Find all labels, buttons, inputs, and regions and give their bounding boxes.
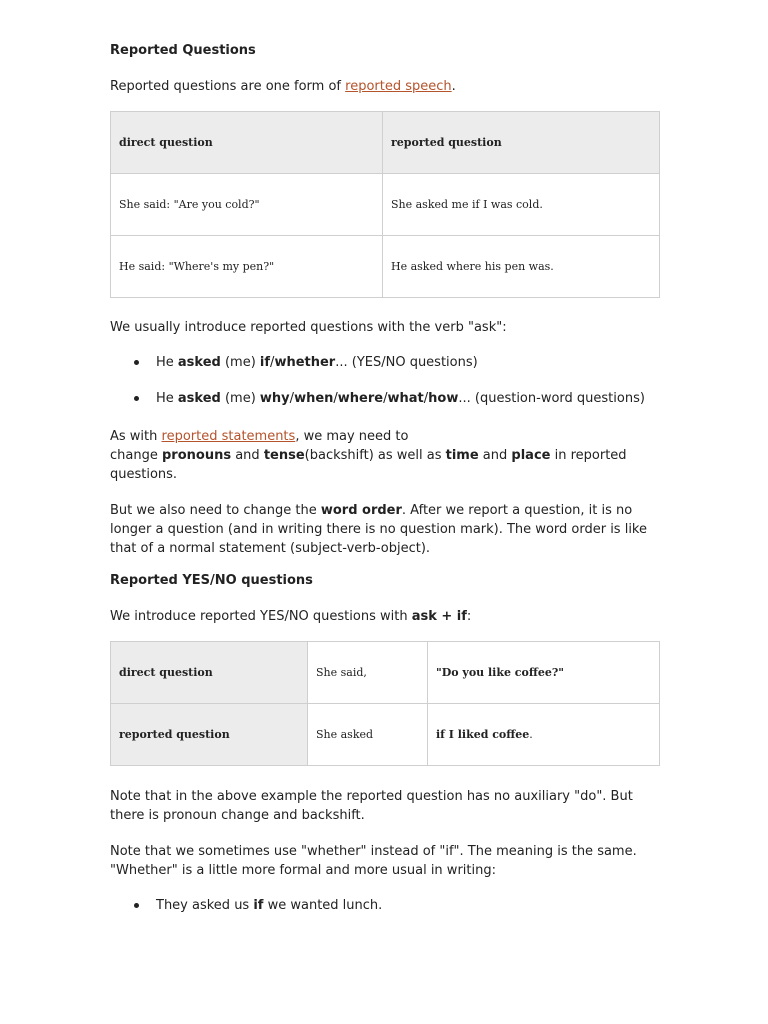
table-cell: if I liked coffee. bbox=[428, 704, 660, 766]
note-auxiliary-paragraph: Note that in the above example the reported question has no auxiliary "do". But there is pronoun change and backshift. bbox=[110, 789, 633, 823]
table-header-cell: direct question bbox=[111, 642, 308, 704]
intro-end: . bbox=[451, 79, 456, 94]
reported-speech-link[interactable]: reported speech bbox=[345, 79, 452, 94]
list-item: They asked us if we wanted lunch. bbox=[110, 896, 670, 915]
table-cell: She asked bbox=[308, 704, 428, 766]
word-order-paragraph: But we also need to change the word order. After we report a question, it is no longer a question (and in writing there is no question mark). The word order is like that of a normal statement (subject-verb-object). bbox=[110, 503, 647, 556]
note-whether-paragraph: Note that we sometimes use "whether" instead of "if". The meaning is the same. "Whether" is a little more formal and more usual in writing: bbox=[110, 844, 637, 878]
yesno-table bbox=[110, 641, 660, 766]
table-cell: She asked me if I was cold. bbox=[383, 174, 660, 236]
table-row bbox=[111, 236, 660, 298]
examples-table bbox=[110, 111, 660, 298]
yesno-intro-paragraph: We introduce reported YES/NO questions with ask + if: bbox=[110, 609, 472, 624]
ask-intro-paragraph: We usually introduce reported questions with the verb "ask": bbox=[110, 320, 507, 335]
as-with-paragraph: As with reported statements, we may need to change pronouns and tense(backshift) as well as time and place in reported questions. bbox=[110, 429, 627, 482]
table-row bbox=[111, 174, 660, 236]
table-row bbox=[111, 704, 660, 766]
intro-paragraph bbox=[110, 77, 670, 96]
reported-statements-link[interactable]: reported statements bbox=[161, 429, 296, 444]
list-item: He asked (me) if/whether... (YES/NO questions) bbox=[110, 353, 670, 372]
ask-bullet-list bbox=[110, 353, 670, 408]
table-cell: She said, bbox=[308, 642, 428, 704]
section-heading: Reported YES/NO questions bbox=[110, 573, 313, 588]
table-row bbox=[111, 642, 660, 704]
table-cell: She said: "Are you cold?" bbox=[111, 174, 383, 236]
table-header-cell: reported question bbox=[383, 112, 660, 174]
page-title: Reported Questions bbox=[110, 43, 256, 58]
table-header-row bbox=[111, 112, 660, 174]
table-header-cell: reported question bbox=[111, 704, 308, 766]
list-item: He asked (me) why/when/where/what/how... (question-word questions) bbox=[110, 389, 670, 408]
table-cell: He said: "Where's my pen?" bbox=[111, 236, 383, 298]
intro-text: Reported questions are one form of bbox=[110, 79, 346, 94]
table-cell: He asked where his pen was. bbox=[383, 236, 660, 298]
whether-bullet-list bbox=[110, 896, 670, 915]
table-cell: "Do you like coffee?" bbox=[428, 642, 660, 704]
table-header-cell: direct question bbox=[111, 112, 383, 174]
